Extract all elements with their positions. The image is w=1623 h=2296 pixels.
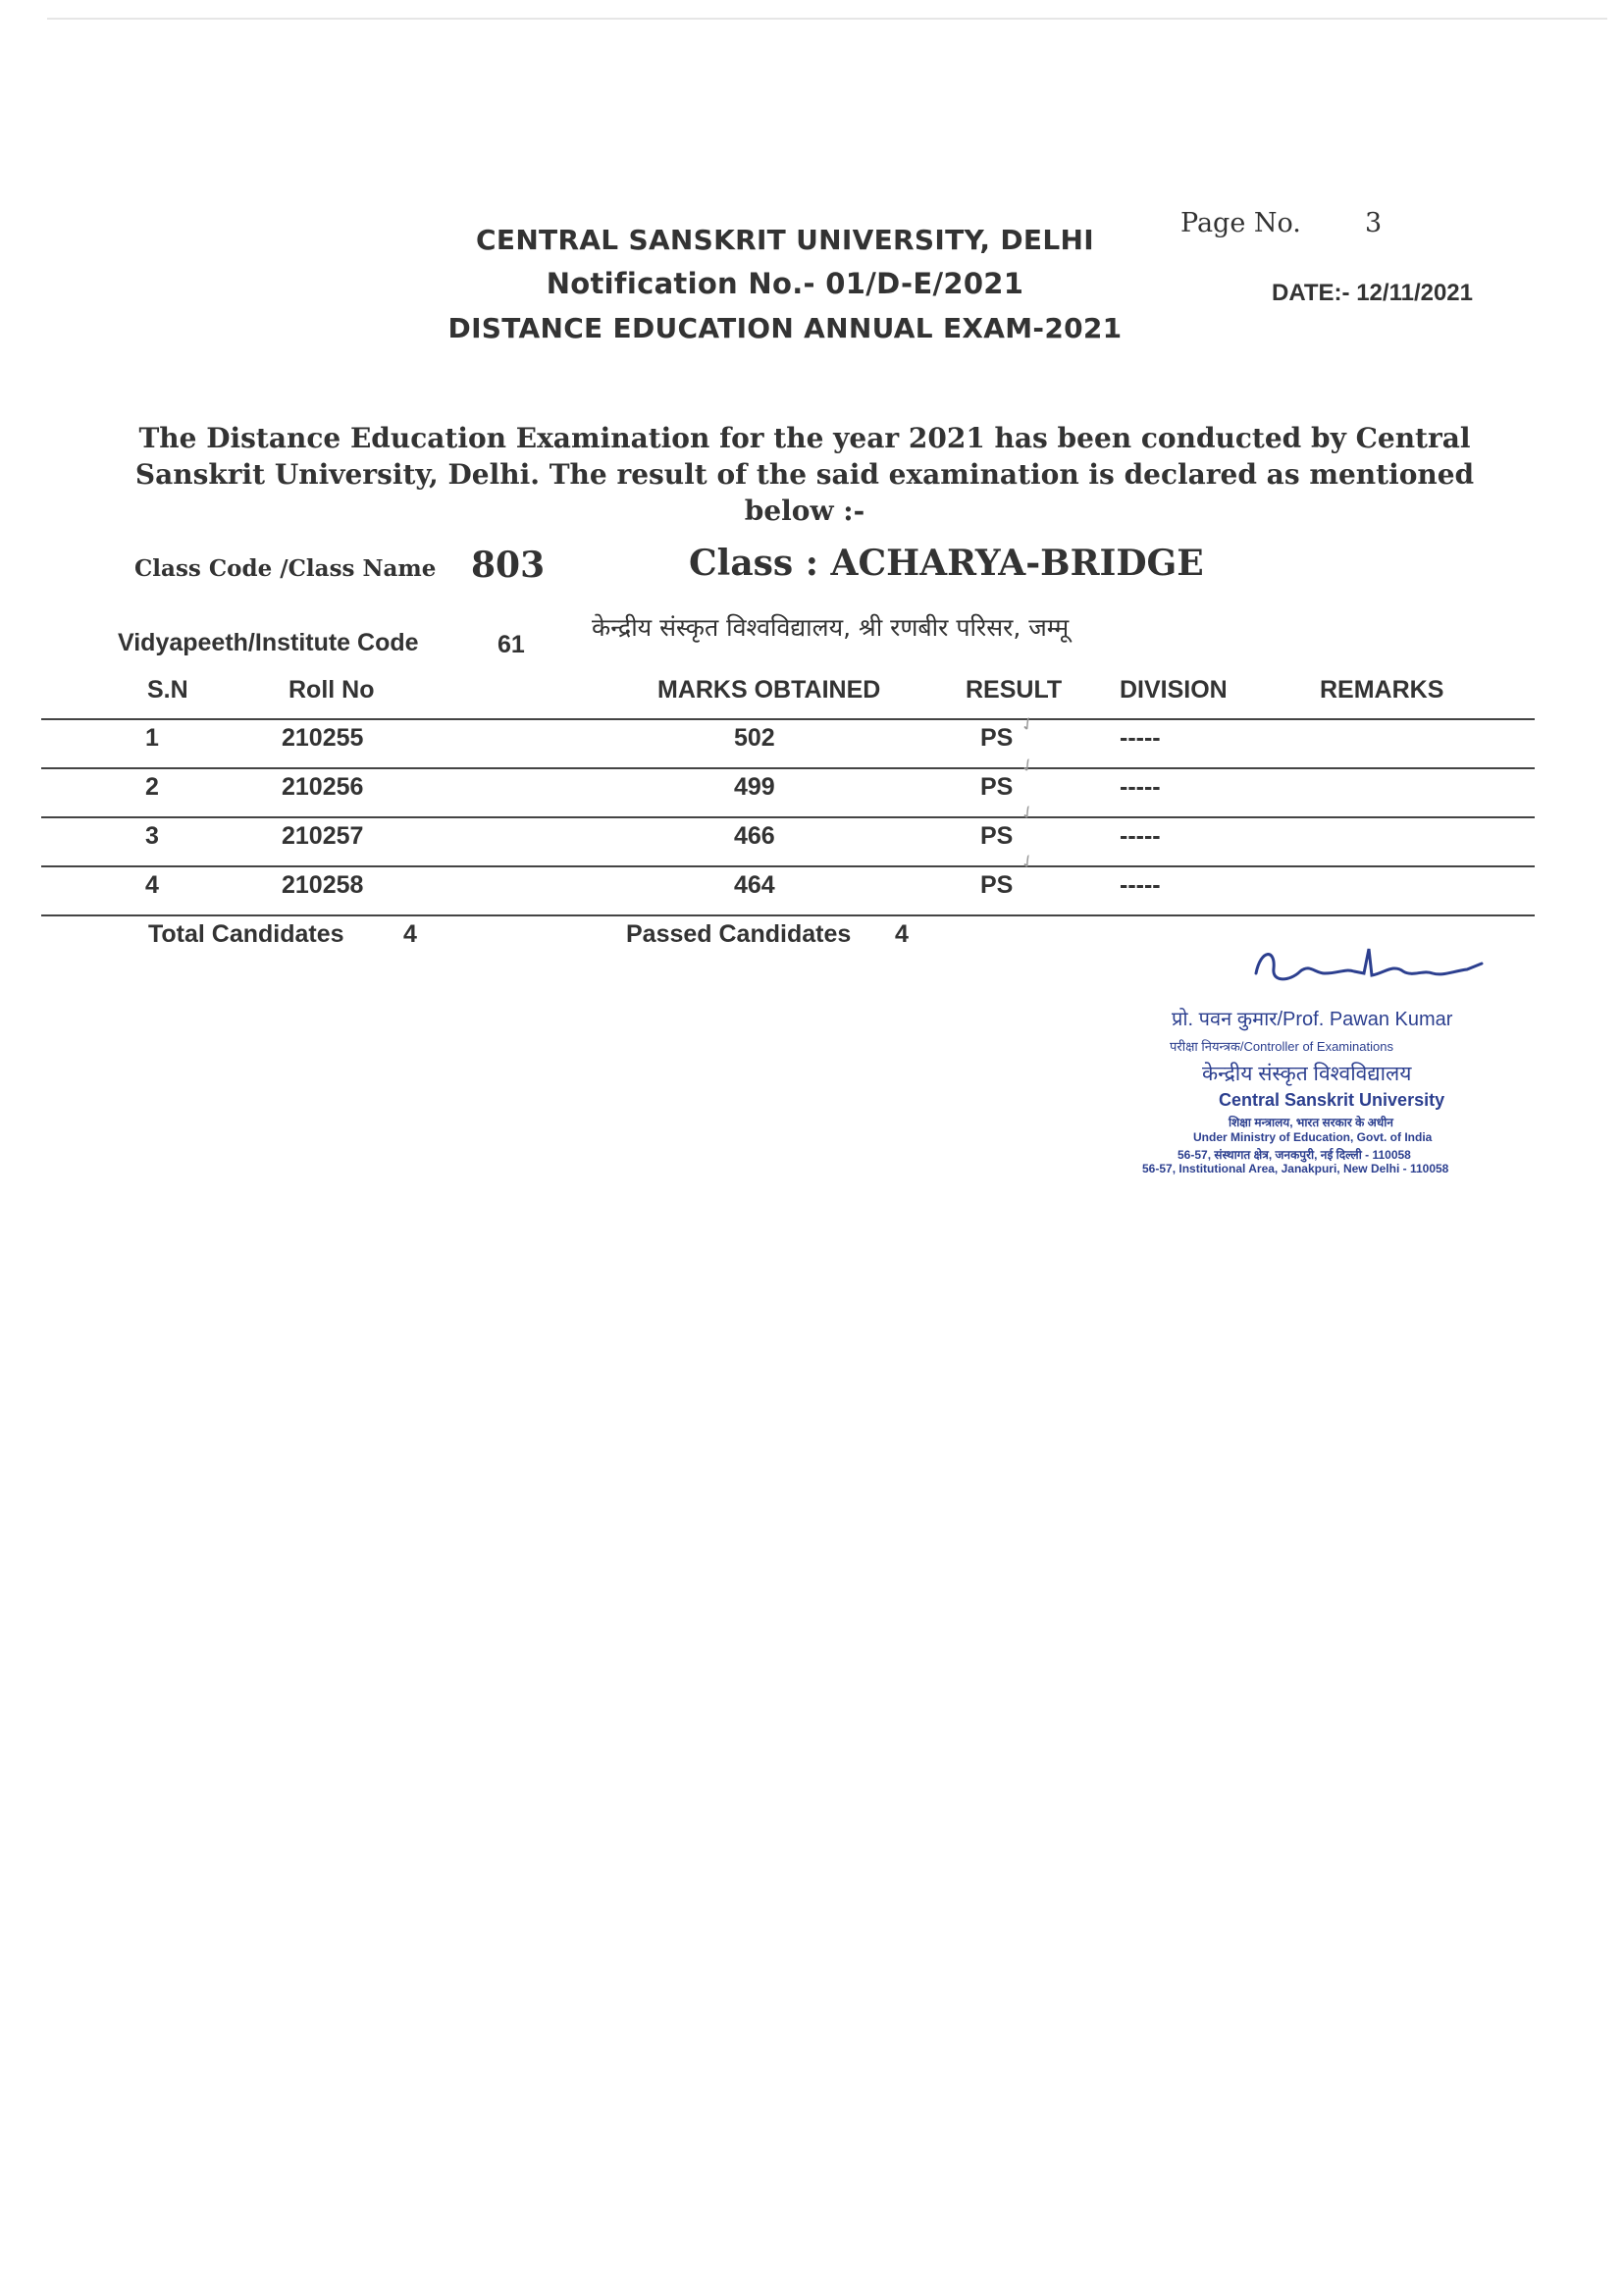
cell-result: PS [980, 822, 1014, 850]
col-header-division: DIVISION [1120, 676, 1228, 704]
cell-sn: 1 [145, 724, 159, 752]
university-title: CENTRAL SANSKRIT UNIVERSITY, DELHI [476, 224, 1094, 256]
row-rule [41, 816, 1535, 818]
cell-roll-no: 210256 [282, 773, 364, 801]
institute-code-value: 61 [497, 631, 525, 658]
class-code-label: Class Code /Class Name [134, 555, 437, 582]
seal-line-1: प्रो. पवन कुमार/Prof. Pawan Kumar [1172, 1009, 1453, 1030]
cell-division: ----- [1120, 773, 1161, 801]
cell-marks: 466 [734, 822, 775, 850]
cell-division: ----- [1120, 822, 1161, 850]
row-rule [41, 767, 1535, 769]
signature-icon [1246, 944, 1492, 993]
table-bottom-rule [41, 914, 1535, 916]
cell-result: PS [980, 871, 1014, 899]
cell-marks: 499 [734, 773, 775, 801]
col-header-remarks: REMARKS [1320, 676, 1444, 704]
institute-name: केन्द्रीय संस्कृत विश्वविद्यालय, श्री रणबीर परिसर, जम्मू [592, 613, 1070, 642]
seal-line-6: Under Ministry of Education, Govt. of India [1193, 1130, 1433, 1144]
intro-line-1: The Distance Education Examination for the year 2021 has been conducted by Central [138, 422, 1471, 454]
notification-number: Notification No.- 01/D-E/2021 [546, 267, 1024, 300]
cell-sn: 2 [145, 773, 159, 801]
passed-candidates-value: 4 [895, 920, 909, 948]
page-number-value: 3 [1365, 208, 1383, 238]
seal-line-8: 56-57, Institutional Area, Janakpuri, New Delhi - 110058 [1142, 1162, 1449, 1175]
class-name-value: Class : ACHARYA-BRIDGE [689, 543, 1204, 584]
cell-roll-no: 210255 [282, 724, 364, 752]
seal-line-7: 56-57, संस्थागत क्षेत्र, जनकपुरी, नई दिल्ली - 110058 [1178, 1148, 1411, 1162]
cell-sn: 3 [145, 822, 159, 850]
check-mark-icon: ✓ [1016, 800, 1040, 826]
seal-line-3: केन्द्रीय संस्कृत विश्वविद्यालय [1202, 1063, 1412, 1085]
cell-roll-no: 210257 [282, 822, 364, 850]
table-header-rule [41, 718, 1535, 720]
top-border-line [47, 18, 1607, 20]
total-candidates-value: 4 [403, 920, 417, 948]
col-header-roll-no: Roll No [288, 676, 375, 704]
institute-code-label: Vidyapeeth/Institute Code [118, 629, 419, 656]
col-header-sn: S.N [147, 676, 188, 704]
seal-line-2: परीक्षा नियन्त्रक/Controller of Examinations [1170, 1039, 1393, 1054]
exam-title: DISTANCE EDUCATION ANNUAL EXAM-2021 [447, 312, 1123, 344]
seal-line-5: शिक्षा मन्त्रालय, भारत सरकार के अधीन [1229, 1116, 1393, 1129]
cell-sn: 4 [145, 871, 159, 899]
class-code-value: 803 [471, 545, 546, 586]
seal-line-4: Central Sanskrit University [1219, 1090, 1445, 1110]
cell-result: PS [980, 724, 1014, 752]
cell-division: ----- [1120, 871, 1161, 899]
cell-marks: 502 [734, 724, 775, 752]
row-rule [41, 865, 1535, 867]
cell-marks: 464 [734, 871, 775, 899]
intro-paragraph [98, 420, 1511, 529]
notification-date: DATE:- 12/11/2021 [1272, 280, 1473, 306]
page-number-label: Page No. [1180, 208, 1301, 238]
cell-roll-no: 210258 [282, 871, 364, 899]
total-candidates-label: Total Candidates [148, 920, 344, 948]
cell-division: ----- [1120, 724, 1161, 752]
check-mark-icon: ✓ [1016, 849, 1040, 875]
passed-candidates-label: Passed Candidates [626, 920, 852, 948]
check-mark-icon: ✓ [1016, 753, 1040, 779]
col-header-result: RESULT [966, 676, 1063, 704]
intro-line-2: Sanskrit University, Delhi. The result of the said examination is declared as mentioned below :- [134, 458, 1475, 527]
cell-result: PS [980, 773, 1014, 801]
check-mark-icon: ✓ [1016, 711, 1040, 738]
col-header-marks: MARKS OBTAINED [657, 676, 881, 704]
controller-seal [1128, 981, 1550, 1207]
